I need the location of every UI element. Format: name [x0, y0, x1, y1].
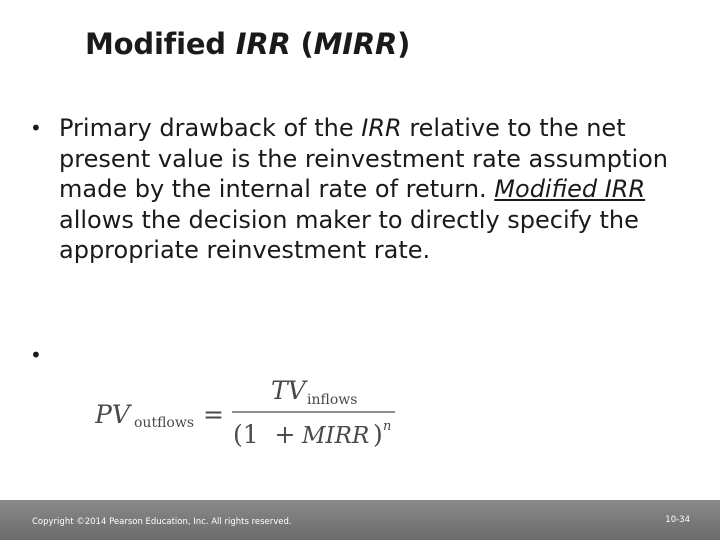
formula-equals: =: [203, 400, 224, 429]
bullet-text-end: allows the decision maker to directly specify the appropriate reinvestment rate.: [59, 205, 639, 264]
mirr-formula: [95, 372, 405, 462]
bullet-item: [30, 113, 690, 266]
formula-den-var: MIRR: [302, 423, 370, 449]
formula-exponent: n: [383, 419, 392, 434]
slide-footer: [0, 500, 720, 540]
formula-numerator-sub: inflows: [307, 392, 358, 408]
bullet-dot-empty: •: [30, 343, 42, 367]
formula-lhs-sub: outflows: [134, 415, 195, 431]
title-paren-open: (: [290, 27, 314, 61]
title-irr: IRR: [235, 27, 291, 61]
copyright-text: Copyright ©2014 Pearson Education, Inc. All rights reserved.: [32, 517, 292, 527]
formula-den-open: (1 +: [233, 420, 312, 449]
bullet-irr: IRR: [361, 114, 402, 142]
bullet-text-cont: relative to the net present value is the reinvestment rate assumption made by the internal rate of return.: [59, 114, 669, 203]
formula-lhs: PV: [95, 400, 130, 429]
slide-body: [30, 113, 690, 266]
bullet-dot: •: [30, 116, 42, 140]
slide-title: [85, 27, 410, 61]
title-mirr: MIRR: [313, 27, 398, 61]
title-paren-close: ): [397, 27, 411, 61]
modified-irr-term: Modified IRR: [494, 175, 646, 203]
bullet-text: Primary drawback of the: [59, 114, 362, 142]
title-text: Modified: [85, 27, 236, 61]
formula-den-close: ): [373, 420, 383, 449]
page-number: 10-34: [665, 515, 690, 525]
formula-numerator: TV: [271, 376, 306, 405]
